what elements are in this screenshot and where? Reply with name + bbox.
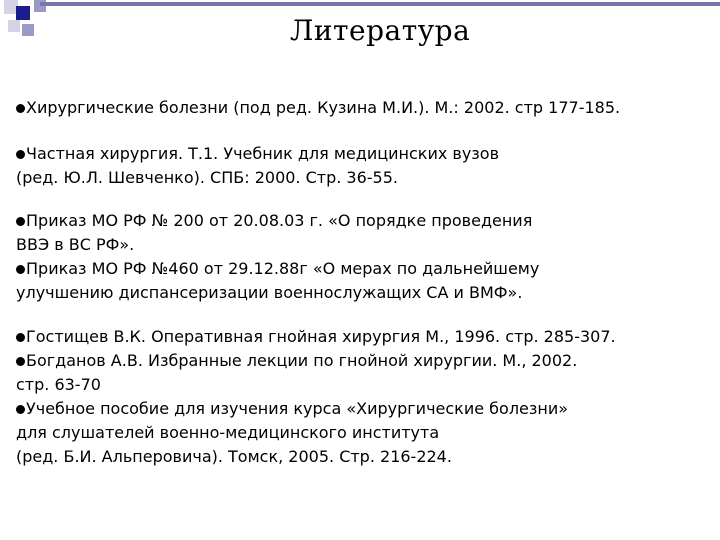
reference-text: Гостищев В.К. Оперативная гнойная хирургия М., 1996. стр. 285-307. [26, 327, 616, 346]
reference-item [16, 209, 716, 257]
corner-decoration [0, 0, 60, 40]
reference-text: Богданов А.В. Избранные лекции по гнойной хирургии. М., 2002. [26, 351, 578, 370]
page-title: Литература [290, 14, 471, 47]
bullet-icon [16, 217, 25, 226]
reference-text: Хирургические болезни (под ред. Кузина М.И.). М.: 2002. стр 177-185. [26, 98, 621, 117]
reference-text: Учебное пособие для изучения курса «Хирургические болезни» [26, 399, 569, 418]
reference-item [16, 257, 716, 305]
reference-item [16, 397, 716, 469]
bullet-icon [16, 104, 25, 113]
title-rule [40, 2, 720, 6]
reference-text: стр. 63-70 [16, 375, 101, 394]
bullet-icon [16, 150, 25, 159]
reference-item [16, 325, 716, 349]
bullet-icon [16, 333, 25, 342]
reference-text: (ред. Ю.Л. Шевченко). СПБ: 2000. Стр. 36-55. [16, 168, 398, 187]
bullet-icon [16, 265, 25, 274]
reference-text: улучшению диспансеризации военнослужащих СА и ВМФ». [16, 283, 523, 302]
reference-text: (ред. Б.И. Альперовича). Томск, 2005. Стр. 216-224. [16, 447, 452, 466]
reference-text: ВВЭ в ВС РФ». [16, 235, 135, 254]
reference-list [16, 96, 716, 469]
reference-text: для слушателей военно-медицинского института [16, 423, 440, 442]
bullet-icon [16, 357, 25, 366]
reference-text: Приказ МО РФ №460 от 29.12.88г «О мерах по дальнейшему [26, 259, 540, 278]
reference-text: Частная хирургия. Т.1. Учебник для медицинских вузов [26, 144, 500, 163]
reference-item [16, 96, 716, 120]
reference-item [16, 142, 716, 190]
reference-text: Приказ МО РФ № 200 от 20.08.03 г. «О порядке проведения [26, 211, 533, 230]
bullet-icon [16, 405, 25, 414]
reference-item [16, 349, 716, 397]
